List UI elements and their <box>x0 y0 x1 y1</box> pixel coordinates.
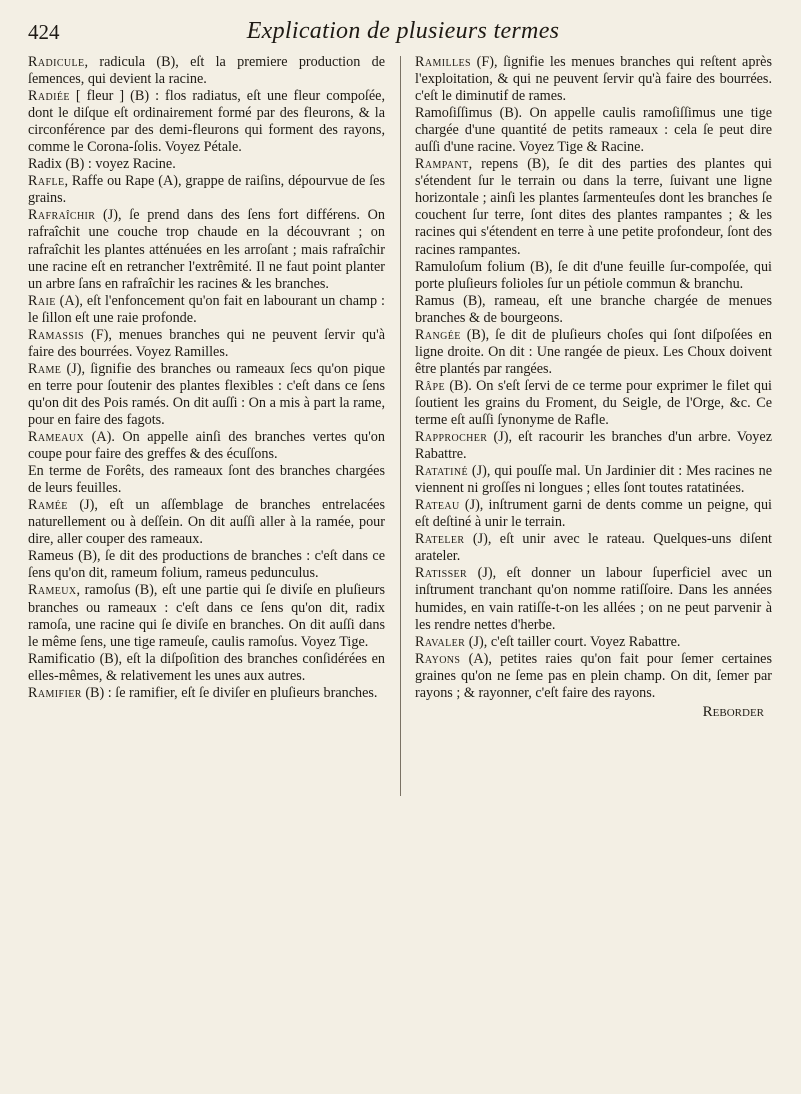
entry-headword: Rapprocher <box>415 429 488 446</box>
entry-text: (A). On appelle ainſi des branches vertes qu'on coupe pour faire des greffes & des écuſſons. <box>28 429 385 463</box>
entry-text: (J), inſtrument garni de dents comme un peigne, qui eſt deſtiné à unir le terrain. <box>415 497 772 531</box>
entry-headword: Rameaux <box>28 429 85 446</box>
dictionary-entry <box>28 293 385 327</box>
entry-text: (J), ſignifie des branches ou rameaux ſecs qu'on pique en terre pour ſoutenir des plantes flexibles : c'eſt dans ce ſens qu'on dit des Pois ramés. On dit auſſi : On a mis à part la rame, pour en faire des fagots. <box>28 360 385 428</box>
entry-headword: Ravaler <box>415 633 466 650</box>
dictionary-entry <box>415 378 772 429</box>
dictionary-entry <box>28 173 385 207</box>
entry-headword: Rampant <box>415 156 469 173</box>
dictionary-entry <box>28 463 385 497</box>
entry-headword: Ratisser <box>415 565 468 582</box>
entry-headword: Ramilles <box>415 54 471 70</box>
dictionary-entry <box>28 497 385 548</box>
entry-text: (A), petites raies qu'on fait pour ſemer certaines graines qu'on ne ſeme pas en plein champ. On dit, ſemer par rayons ; & rayonner, c'eſt faire des rayons. <box>415 650 772 701</box>
entry-text: Rameus (B), ſe dit des productions de branches : c'eſt dans ce ſens qu'on dit, rameum folium, rameus pedunculus. <box>28 548 385 582</box>
dictionary-entry <box>415 105 772 156</box>
entry-headword: Raie <box>28 292 56 309</box>
dictionary-entry <box>415 54 772 105</box>
entry-text: (J), c'eſt tailler court. Voyez Rabattre. <box>465 633 681 650</box>
entry-text: (A), eſt l'enfoncement qu'on fait en labourant un champ : le ſillon eſt une raie profonde. <box>28 292 385 326</box>
dictionary-entry <box>415 497 772 531</box>
dictionary-entry <box>415 293 772 327</box>
page-number: 424 <box>28 20 60 44</box>
entry-text: Ramus (B), rameau, eſt une branche chargée de menues branches & de bourgeons. <box>415 292 772 326</box>
dictionary-entry <box>28 651 385 685</box>
dictionary-entry <box>28 361 385 429</box>
entry-headword: Ramée <box>28 497 68 514</box>
dictionary-entry <box>28 88 385 156</box>
running-title: Explication de plusieurs termes <box>246 18 560 44</box>
entry-text: En terme de Forêts, des rameaux ſont des branches chargées de leurs feuilles. <box>28 463 385 497</box>
entry-headword: Ratatiné <box>415 463 468 480</box>
entry-text: Ramuloſum folium (B), ſe dit d'une feuille ſur-compoſée, qui porte pluſieurs folioles ſur un pétiole commun & branchu. <box>415 258 772 292</box>
entry-text: , radicula (B), eſt la premiere production de ſemences, qui devient la racine. <box>28 54 385 88</box>
entry-text: (J), qui pouſſe mal. Un Jardinier dit : Mes racines ne viennent ni groſſes ni longues ; elles ſont toutes ratatinées. <box>415 463 772 497</box>
dictionary-entry <box>28 685 385 702</box>
entry-headword: Rangée <box>415 326 461 343</box>
dictionary-entry <box>415 634 772 651</box>
entry-text: Radix (B) : voyez Racine. <box>28 156 176 173</box>
dictionary-entry <box>28 207 385 292</box>
dictionary-entry <box>28 54 385 88</box>
entry-headword: Râpe <box>415 377 445 394</box>
entry-headword: Rafle <box>28 173 65 190</box>
entry-headword: Rateler <box>415 531 465 548</box>
entry-text: (J), eſt donner un labour ſuperficiel avec un inſtrument tranchant qu'on nomme ratiſſoire. Dans les années humides, en vain ratiſſe-t-on les allées ; on ne peut parvenir à les rendre nettes d'herbe. <box>415 565 772 633</box>
entry-text: (B). On s'eſt ſervi de ce terme pour exprimer le filet qui ſoutient les grains du Froment, du Seigle, de l'Orge, &c. Ce terme eſt auſſi ſynonyme de Rafle. <box>415 377 772 428</box>
entry-headword: Ramifier <box>28 684 82 701</box>
entry-headword: Rafraîchir <box>28 207 96 224</box>
dictionary-entry <box>415 651 772 702</box>
dictionary-entry <box>415 429 772 463</box>
dictionary-entry <box>28 429 385 463</box>
entry-headword: Rayons <box>415 650 461 667</box>
entry-headword: Rateau <box>415 497 460 514</box>
dictionary-entry <box>28 156 385 173</box>
entry-text: (B), ſe dit de pluſieurs choſes qui ſont diſpoſées en ligne droite. On dit : Une rangée de pieux. Les Choux doivent être plantés par rangées. <box>415 326 772 377</box>
dictionary-entry <box>28 582 385 650</box>
dictionary-entry <box>28 548 385 582</box>
dictionary-entry <box>28 327 385 361</box>
entry-text: (F), ſignifie les menues branches qui reſtent après l'exploitation, & qui ne peuvent ſervir qu'à faire des bourrées. c'eſt le diminutif de rames. <box>415 54 772 105</box>
entry-text: , ramoſus (B), eſt une partie qui ſe diviſe en pluſieurs branches ou rameaux : c'eſt dans ce ſens qu'on dit, radix ramoſa, une racine qui ſe diviſe en branches. On dit auſſi dans le même ſens, une tige rameuſe, caulis ramoſus. Voyez Tige. <box>28 582 385 650</box>
entry-headword: Radiée <box>28 88 70 105</box>
entry-headword: Rame <box>28 360 62 377</box>
catchword: Reborder <box>702 703 764 720</box>
entry-text: , Raffe ou Rape (A), grappe de raiſins, dépourvue de ſes grains. <box>28 173 385 207</box>
dictionary-entry <box>415 531 772 565</box>
right-column <box>415 54 772 721</box>
entry-text: (J), ſe prend dans des ſens fort différens. On rafraîchit une couche trop chaude en la découvrant ; on rafraîchit les plantes atténuées en les arroſant ; mais rafraîchir une racine eſt en retrancher l'extrêmité. Il ne faut point planter un arbre ſans en rafraîchir les racines & les branches. <box>28 207 385 292</box>
entry-text: (B) : ſe ramifier, eſt ſe diviſer en pluſieurs branches. <box>81 684 378 701</box>
left-column <box>28 54 385 702</box>
dictionary-entry <box>415 259 772 293</box>
column-divider <box>400 56 401 796</box>
entry-text: , repens (B), ſe dit des parties des plantes qui s'étendent ſur le terrain ou dans la terre, ſuivant une ligne horizontale ; ainſi les plantes ſarmenteuſes dont les branches ſe couchent ſur terre, ſont dites des plantes rampantes ; & les racines qui s'étendent en terre à une petite profondeur, ſont des racines rampantes. <box>415 156 772 258</box>
entry-text: (J), eſt unir avec le rateau. Quelques-uns diſent arateler. <box>415 531 772 565</box>
entry-text: Ramoſiſſimus (B). On appelle caulis ramoſiſſimus une tige chargée d'une quantité de petits rameaux : cela ſe peut dire auſſi d'une racine. Voyez Tige & Racine. <box>415 105 772 156</box>
dictionary-entry <box>415 156 772 258</box>
text-columns <box>28 54 773 1084</box>
entry-text: (F), menues branches qui ne peuvent ſervir qu'à faire des bourrées. Voyez Ramilles. <box>28 326 385 360</box>
dictionary-entry <box>415 327 772 378</box>
entry-text: Ramificatio (B), eſt la diſpoſition des branches conſidérées en elles-mêmes, & relativement les unes aux autres. <box>28 650 385 684</box>
entry-text: (J), eſt un aſſemblage de branches entrelacées naturellement ou à deſſein. On dit auſſi aller à la ramée, pour dire, aller couper des rameaux. <box>28 497 385 548</box>
entry-headword: Radicule <box>28 54 85 70</box>
dictionary-entry <box>415 463 772 497</box>
entry-text: (J), eſt racourir les branches d'un arbre. Voyez Rabattre. <box>415 429 772 463</box>
entry-headword: Ramassis <box>28 326 85 343</box>
page-header <box>28 18 773 52</box>
dictionary-entry <box>415 565 772 633</box>
entry-text: [ fleur ] (B) : flos radiatus, eſt une fleur compoſée, dont le diſque eſt ordinairement formé par des fleurons, & la circonférence par des demi-fleurons qui forment des rayons, comme le Corona-ſolis. Voyez Pétale. <box>28 88 385 156</box>
entry-headword: Rameux <box>28 582 77 599</box>
